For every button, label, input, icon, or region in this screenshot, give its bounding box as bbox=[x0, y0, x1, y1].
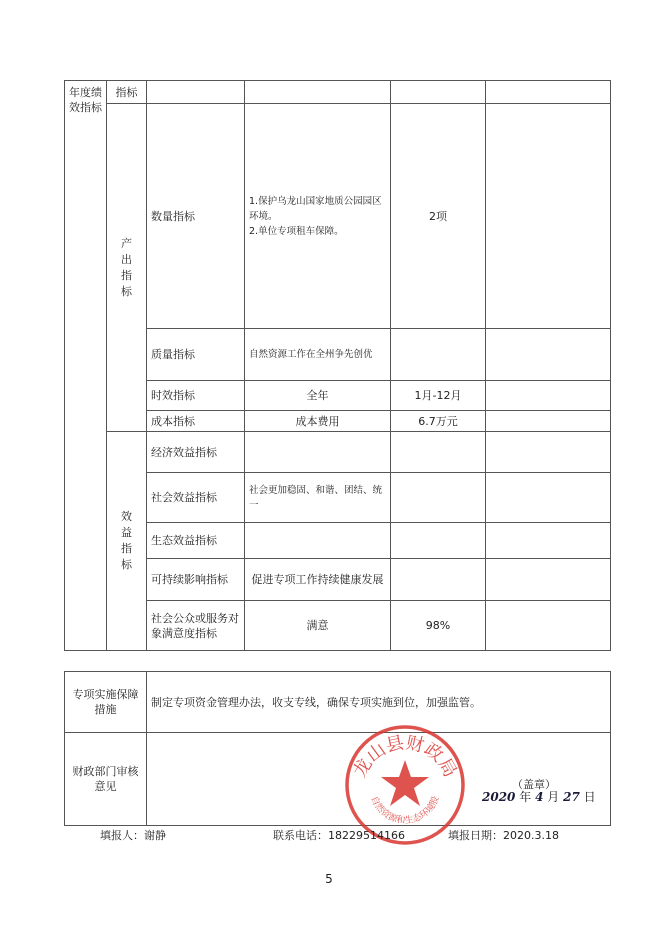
fill-date: 2020.3.18 bbox=[503, 829, 559, 842]
ecological-extra bbox=[486, 523, 611, 559]
satisfaction-value: 98% bbox=[391, 601, 486, 651]
measures-content: 制定专项资金管理办法，收支专线，确保专项实施到位，加强监管。 bbox=[147, 672, 611, 733]
seal-outer-text: 龙山县财政局 bbox=[349, 732, 461, 781]
sustainable-value bbox=[391, 559, 486, 601]
cost-label-cell bbox=[147, 411, 245, 432]
quality-label-cell bbox=[147, 329, 245, 381]
seal-inner-text: 自然资源和生态环境股 bbox=[368, 795, 442, 827]
header-indicator-text: 指标 bbox=[115, 85, 138, 99]
satisfaction-label-cell bbox=[147, 601, 245, 651]
social-value bbox=[391, 473, 486, 523]
phone-info bbox=[273, 827, 405, 843]
quantity-content: 1.保护乌龙山国家地质公园园区环境。 2.单位专项租车保障。 bbox=[245, 104, 391, 329]
sustainable-content: 促进专项工作持续健康发展 bbox=[245, 559, 391, 601]
phone-number: 18229514166 bbox=[328, 829, 405, 842]
timeliness-label: 时效指标 bbox=[151, 389, 195, 402]
header-indicator-cell bbox=[107, 81, 147, 104]
filler-name: 谢静 bbox=[144, 829, 166, 842]
timeliness-value: 1月-12月 bbox=[391, 381, 486, 411]
quantity-value: 2项 bbox=[391, 104, 486, 329]
economic-label: 经济效益指标 bbox=[151, 445, 217, 459]
header-empty-2 bbox=[245, 81, 391, 104]
ecological-label-cell bbox=[147, 523, 245, 559]
ecological-label: 生态效益指标 bbox=[151, 534, 217, 547]
seal-note: （盖章） bbox=[512, 778, 556, 791]
sustainable-label-cell bbox=[147, 559, 245, 601]
output-indicator-group bbox=[107, 104, 147, 432]
timeliness-content: 全年 bbox=[245, 381, 391, 411]
sustainable-label: 可持续影响指标 bbox=[151, 573, 228, 586]
signature-year-char: 年 bbox=[519, 790, 532, 804]
signature-date bbox=[482, 788, 596, 805]
fill-date-label: 填报日期： bbox=[448, 829, 503, 842]
output-indicator-label: 产出指标 bbox=[121, 236, 132, 298]
sustainable-extra bbox=[486, 559, 611, 601]
economic-extra bbox=[486, 432, 611, 473]
benefit-indicator-group bbox=[107, 432, 147, 651]
timeliness-label-cell bbox=[147, 381, 245, 411]
filler-label: 填报人： bbox=[100, 829, 144, 842]
section-label-text: 年度绩效指标 bbox=[69, 86, 102, 114]
benefit-indicator-label: 效益指标 bbox=[121, 510, 132, 571]
signature-month-char: 月 bbox=[547, 790, 560, 804]
quantity-extra bbox=[486, 104, 611, 329]
social-extra bbox=[486, 473, 611, 523]
cost-extra bbox=[486, 411, 611, 432]
ecological-value bbox=[391, 523, 486, 559]
economic-label-cell bbox=[147, 432, 245, 473]
signature-year: 2020 bbox=[482, 790, 516, 804]
timeliness-extra bbox=[486, 381, 611, 411]
quality-value bbox=[391, 329, 486, 381]
satisfaction-label: 社会公众或服务对象满意度指标 bbox=[151, 611, 239, 640]
signature-day: 27 bbox=[563, 790, 580, 804]
quantity-label: 数量指标 bbox=[151, 209, 195, 223]
filler-info bbox=[100, 827, 166, 843]
header-empty-4 bbox=[486, 81, 611, 104]
social-label-cell bbox=[147, 473, 245, 523]
measures-label-cell bbox=[65, 672, 147, 733]
signature-month: 4 bbox=[535, 790, 544, 804]
satisfaction-extra bbox=[486, 601, 611, 651]
cost-content: 成本费用 bbox=[245, 411, 391, 432]
economic-value bbox=[391, 432, 486, 473]
economic-content bbox=[245, 432, 391, 473]
measures-label: 专项实施保障措施 bbox=[72, 688, 139, 716]
page-number: 5 bbox=[325, 872, 333, 886]
cost-label: 成本指标 bbox=[151, 414, 195, 428]
signature-day-char: 日 bbox=[583, 790, 596, 804]
seal-star-icon bbox=[381, 760, 429, 806]
annual-performance-indicator-label bbox=[65, 81, 107, 651]
ecological-content bbox=[245, 523, 391, 559]
quality-content: 自然资源工作在全州争先创优 bbox=[245, 329, 391, 381]
satisfaction-content: 满意 bbox=[245, 601, 391, 651]
quality-label: 质量指标 bbox=[151, 348, 195, 361]
header-empty-3 bbox=[391, 81, 486, 104]
header-empty-1 bbox=[147, 81, 245, 104]
review-label: 财政部门审核意见 bbox=[72, 765, 139, 793]
performance-indicator-table bbox=[64, 80, 611, 651]
social-label: 社会效益指标 bbox=[151, 491, 217, 504]
social-content: 社会更加稳固、和谐、团结、统一 bbox=[245, 473, 391, 523]
review-label-cell bbox=[65, 733, 147, 826]
quality-extra bbox=[486, 329, 611, 381]
quantity-label-cell bbox=[147, 104, 245, 329]
fill-date-info bbox=[448, 827, 559, 843]
phone-label: 联系电话： bbox=[273, 829, 328, 842]
cost-value: 6.7万元 bbox=[391, 411, 486, 432]
